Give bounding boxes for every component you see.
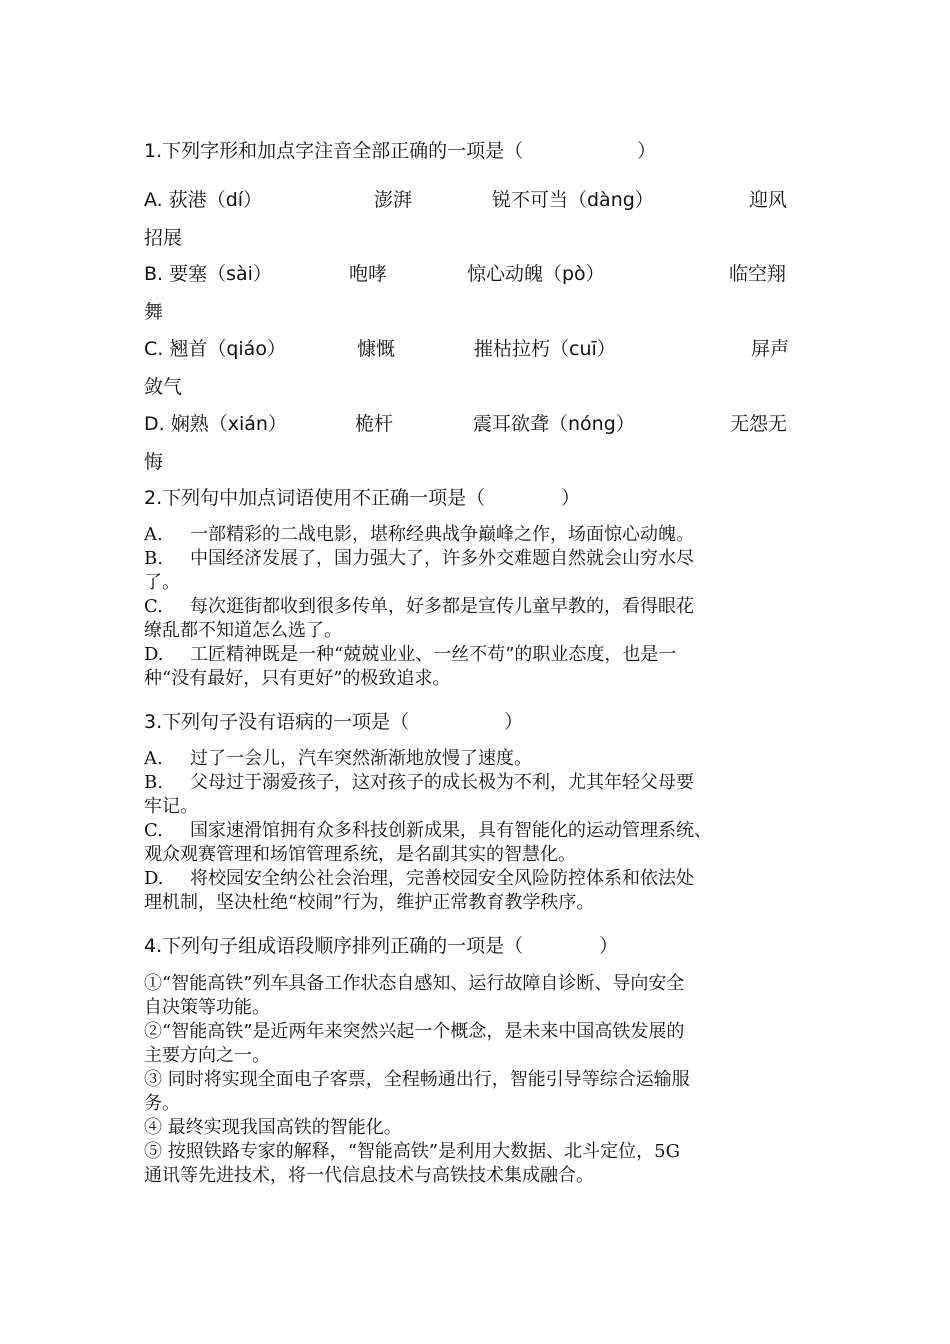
option-label: C. <box>144 596 163 617</box>
option-a-word-1: A. 荻港（dí） <box>144 189 263 211</box>
sentence-3 <box>144 1068 824 1116</box>
sentence-text: ②“智能高铁”是近两年来突然兴起一个概念，是未来中国高铁发展的 <box>144 1021 685 1042</box>
option-text-cont: 理机制，坚决杜绝“校闹”行为，维护正常教育教学秩序。 <box>144 892 595 913</box>
option-text: 每次逛街都收到很多传单，好多都是宣传儿童早教的，看得眼花 <box>190 596 694 617</box>
sentence-text-cont: 通讯等先进技术，将一代信息技术与高铁技术集成融合。 <box>144 1165 594 1186</box>
option-text-cont: 了。 <box>144 572 180 593</box>
option-text: 一部精彩的二战电影，堪称经典战争巅峰之作，场面惊心动魄。 <box>190 524 694 545</box>
option-c-word-4a: 屏声 <box>751 338 790 360</box>
option-d-word-4a: 无怨无 <box>730 413 788 435</box>
option-c-word-2: 慷慨 <box>357 338 396 360</box>
question-3-options <box>144 747 824 915</box>
option-d-word-2: 桅杆 <box>355 413 394 435</box>
option-text: 过了一会儿，汽车突然渐渐地放慢了速度。 <box>190 748 532 769</box>
option-text: 国家速滑馆拥有众多科技创新成果，具有智能化的运动管理系统、 <box>190 820 712 841</box>
option-a-word-2: 澎湃 <box>374 189 413 211</box>
option-text: 将校园安全纳公社会治理，完善校园安全风险防控体系和依法处 <box>190 868 694 889</box>
option-d-word-1: D. 娴熟（xián） <box>144 413 287 435</box>
question-2-option-d <box>144 643 824 691</box>
option-label: D. <box>144 868 164 889</box>
sentence-text: ⑤ 按照铁路专家的解释，“智能高铁”是利用大数据、北斗定位，5G <box>144 1141 680 1162</box>
sentence-text-cont: 务。 <box>144 1093 180 1114</box>
question-4-stem: 4.下列句子组成语段顺序排列正确的一项是（ ） <box>144 935 619 957</box>
option-a-word-4b: 招展 <box>144 227 183 249</box>
sentence-text-cont: 主要方向之一。 <box>144 1045 270 1066</box>
sentence-text: ③ 同时将实现全面电子客票，全程畅通出行，智能引导等综合运输服 <box>144 1069 690 1090</box>
option-a-word-4a: 迎风 <box>749 189 788 211</box>
option-text: 中国经济发展了，国力强大了，许多外交难题自然就会山穷水尽 <box>190 548 694 569</box>
option-label: A. <box>144 524 163 545</box>
sentence-4 <box>144 1116 824 1140</box>
sentence-text: ①“智能高铁”列车具备工作状态自感知、运行故障自诊断、导向安全 <box>144 973 685 994</box>
option-text-cont: 观众观赛管理和场馆管理系统，是名副其实的智慧化。 <box>144 844 576 865</box>
sentence-5 <box>144 1140 824 1188</box>
option-c-word-3: 摧枯拉朽（cuī） <box>474 338 616 360</box>
question-3-option-d <box>144 867 824 915</box>
option-a-word-3: 锐不可当（dàng） <box>492 189 654 211</box>
option-label: D. <box>144 644 164 665</box>
question-2-option-a <box>144 523 824 547</box>
sentence-2 <box>144 1020 824 1068</box>
option-text: 父母过于溺爱孩子，这对孩子的成长极为不利，尤其年轻父母要 <box>190 772 694 793</box>
option-text: 工匠精神既是一种“兢兢业业、一丝不苟”的职业态度，也是一 <box>190 644 677 665</box>
option-b-word-2: 咆哮 <box>349 263 388 285</box>
question-3-option-c <box>144 819 824 867</box>
option-label: A. <box>144 748 163 769</box>
option-text-cont: 牢记。 <box>144 796 198 817</box>
option-label: C. <box>144 820 163 841</box>
question-4-sentences <box>144 972 824 1188</box>
option-c-word-4b: 敛气 <box>144 376 183 398</box>
sentence-text: ④ 最终实现我国高铁的智能化。 <box>144 1117 402 1138</box>
option-label: B. <box>144 772 163 793</box>
option-c-word-1: C. 翘首（qiáo） <box>144 338 286 360</box>
option-b-word-3: 惊心动魄（pò） <box>467 263 605 285</box>
option-d-word-4b: 悔 <box>144 451 164 473</box>
question-3-stem: 3.下列句子没有语病的一项是（ ） <box>144 711 524 733</box>
sentence-text-cont: 自决策等功能。 <box>144 997 270 1018</box>
question-1-stem: 1.下列字形和加点字注音全部正确的一项是（ ） <box>144 140 657 162</box>
question-2-option-c <box>144 595 824 643</box>
question-3-option-b <box>144 771 824 819</box>
option-b-word-4a: 临空翔 <box>729 263 787 285</box>
option-label: B. <box>144 548 163 569</box>
option-b-word-4b: 舞 <box>144 301 164 323</box>
option-d-word-3: 震耳欲聋（nóng） <box>473 413 635 435</box>
option-b-word-1: B. 要塞（sài） <box>144 263 272 285</box>
question-3-option-a <box>144 747 824 771</box>
question-2-options <box>144 523 824 691</box>
question-2-option-b <box>144 547 824 595</box>
option-text-cont: 缭乱都不知道怎么选了。 <box>144 620 342 641</box>
question-2-stem: 2.下列句中加点词语使用不正确一项是（ ） <box>144 487 581 509</box>
option-text-cont: 种“没有最好，只有更好”的极致追求。 <box>144 668 451 689</box>
sentence-1 <box>144 972 824 1020</box>
